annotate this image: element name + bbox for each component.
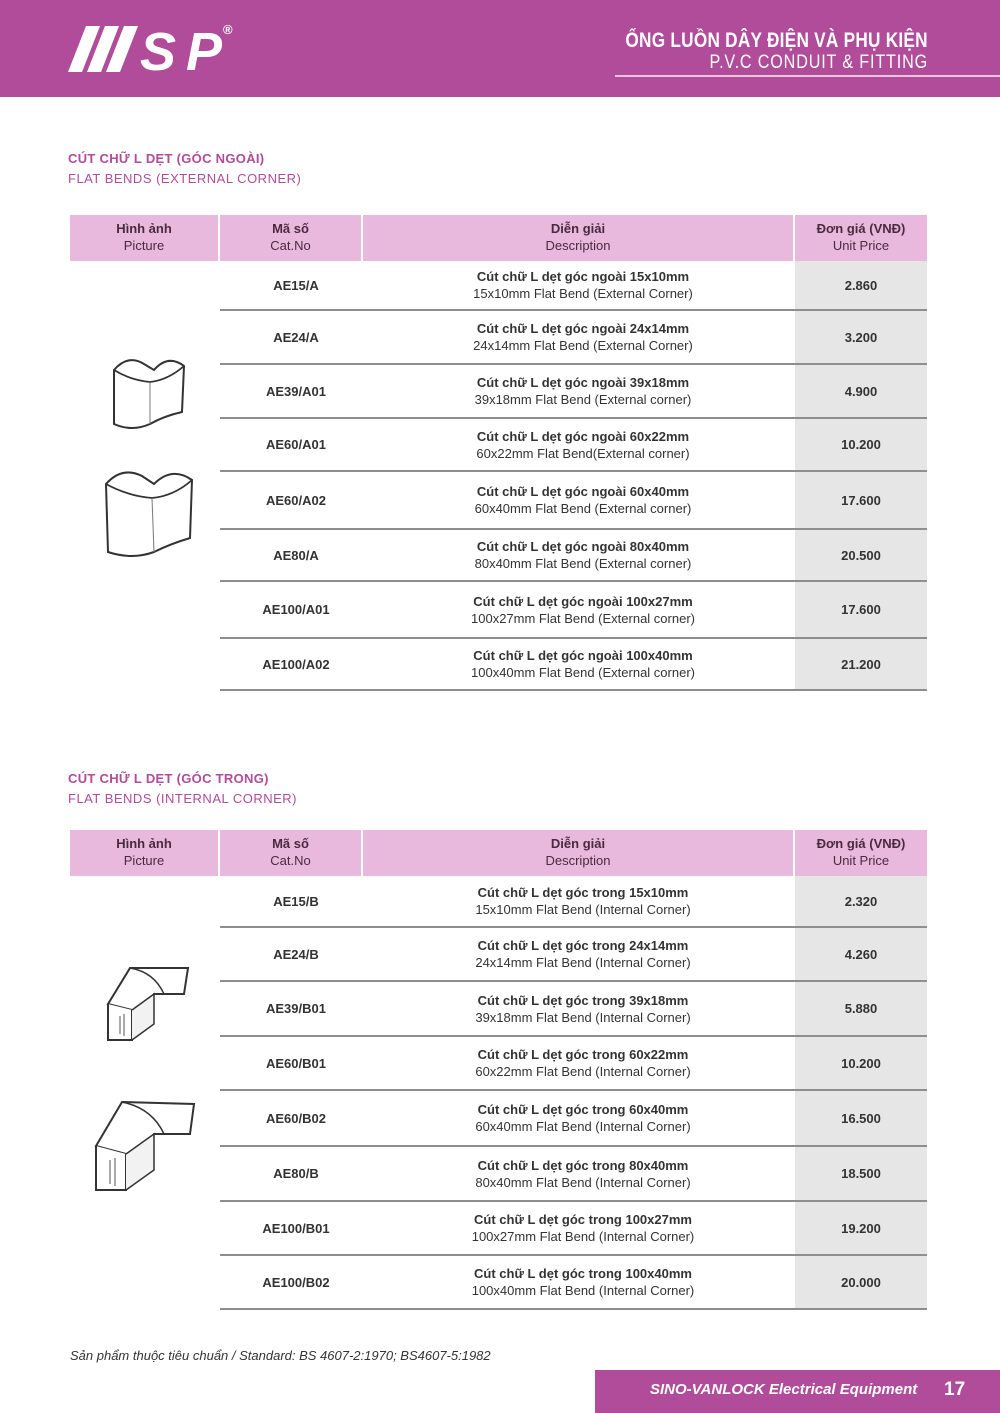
cat-no: AE15/B [273,893,319,909]
description-vn: Cút chữ L dẹt góc trong 60x40mm [477,1102,689,1117]
description-vn: Cút chữ L dẹt góc trong 100x40mm [474,1266,692,1281]
table-row [220,582,927,639]
unit-price: 2.860 [795,261,927,309]
description-en: 100x40mm Flat Bend (Internal Corner) [471,1283,695,1298]
table-header [70,215,927,261]
cat-no: AE60/B01 [266,1055,326,1071]
table-row [220,365,927,419]
sp-logo-icon [68,20,243,80]
table-row [220,419,927,472]
description-vn: Cút chữ L dẹt góc ngoài 24x14mm [476,321,690,336]
col-unit-price: Đơn giá (VNĐ) Unit Price [795,830,927,876]
internal-corner-bend-icon [104,964,192,1044]
cat-no: AE80/A [273,547,319,563]
section2-title: CÚT CHỮ L DẸT (GÓC TRONG) [68,771,269,786]
page-number: 17 [944,1379,966,1400]
description [372,1256,794,1308]
cat-no: AE24/A [273,329,319,345]
description [372,1091,794,1145]
description [372,582,794,637]
unit-price: 20.500 [795,530,927,580]
description-vn: Cút chữ L dẹt góc ngoài 100x40mm [473,648,693,663]
description-en: 80x40mm Flat Bend (External corner) [474,556,692,571]
table-row [220,982,927,1037]
description-vn: Cút chữ L dẹt góc ngoài 60x40mm [476,484,690,499]
table-row [220,639,927,691]
table-row [220,1256,927,1310]
description [372,261,794,309]
header-divider [615,75,1000,77]
unit-price: 21.200 [795,639,927,689]
cat-no: AE24/B [273,946,319,962]
cat-no: AE100/A02 [262,656,330,672]
table-row [220,311,927,365]
description-vn: Cút chữ L dẹt góc ngoài 100x27mm [473,593,693,609]
description [372,1037,794,1089]
external-corner-bend-icon [100,462,198,562]
internal-corner-bend-icon [92,1098,198,1194]
table-row [220,261,927,311]
col-picture: Hình ảnh Picture [70,215,218,261]
table-body [220,876,927,1310]
col-description: Diễn giải Description [363,215,793,261]
description-en: 80x40mm Flat Bend (Internal Corner) [475,1174,691,1190]
table-row [220,928,927,982]
unit-price: 10.200 [795,1037,927,1089]
description-en: 39x18mm Flat Bend (Internal Corner) [475,1009,691,1025]
unit-price: 3.200 [795,311,927,363]
unit-price: 17.600 [795,582,927,637]
description-en: 100x27mm Flat Bend (Internal Corner) [471,1229,695,1244]
cat-no: AE39/A01 [266,383,326,399]
unit-price: 4.260 [795,928,927,980]
table-header [70,830,927,876]
external-corner-bend-icon [104,350,190,432]
table-row [220,530,927,582]
description-en: 60x40mm Flat Bend (External corner) [474,501,692,516]
description-en: 39x18mm Flat Bend (External corner) [474,392,692,407]
cat-no: AE60/B02 [266,1110,326,1126]
section1-title: CÚT CHỮ L DẸT (GÓC NGOÀI) [68,151,265,166]
col-cat-no: Mã số Cat.No [220,830,361,876]
cat-no: AE100/A01 [262,602,330,617]
description-en: 24x14mm Flat Bend (Internal Corner) [475,955,691,970]
unit-price: 2.320 [795,876,927,926]
col-cat-no: Mã số Cat.No [220,215,361,261]
cat-no: AE39/B01 [266,1001,326,1016]
cat-no: AE80/B [273,1166,319,1181]
table-body [220,261,927,691]
unit-price: 17.600 [795,472,927,528]
description-vn: Cút chữ L dẹt góc trong 100x27mm [474,1212,692,1227]
description [372,365,794,417]
table-row [220,1147,927,1202]
table-row [220,876,927,928]
description-vn: Cút chữ L dẹt góc trong 39x18mm [477,992,689,1008]
description-en: 60x22mm Flat Bend (Internal Corner) [475,1064,691,1079]
description-en: 24x14mm Flat Bend (External Corner) [473,338,693,353]
description-vn: Cút chữ L dẹt góc ngoài 15x10mm [476,269,690,284]
description [372,472,794,528]
cat-no: AE15/A [273,277,319,293]
internal-corner-table [70,830,927,1310]
description [372,311,794,363]
description [372,419,794,470]
svg-text:SP: SP [140,22,222,80]
unit-price: 10.200 [795,419,927,470]
description-vn: Cút chữ L dẹt góc trong 24x14mm [477,938,689,953]
footer-company: SINO-VANLOCK Electrical Equipment [650,1381,918,1398]
description [372,982,794,1035]
description-vn: Cút chữ L dẹt góc ngoài 39x18mm [476,375,690,390]
col-picture: Hình ảnh Picture [70,830,218,876]
description [372,1202,794,1254]
table-row [220,1202,927,1256]
external-corner-table [70,215,927,691]
description-en: 60x22mm Flat Bend(External corner) [476,445,690,461]
col-description: Diễn giải Description [363,830,793,876]
header-title-en: P.V.C CONDUIT & FITTING [709,52,928,73]
unit-price: 4.900 [795,365,927,417]
description [372,1147,794,1200]
cat-no: AE60/A02 [266,492,326,508]
standard-note: Sản phẩm thuộc tiêu chuẩn / Standard: BS 4607-2:1970; BS4607-5:1982 [70,1348,491,1363]
description-vn: Cút chữ L dẹt góc trong 60x22mm [477,1047,689,1062]
table-row [220,1037,927,1091]
header-title-vn: ỐNG LUỒN DÂY ĐIỆN VÀ PHỤ KIỆN [625,29,928,52]
description-en: 60x40mm Flat Bend (Internal Corner) [475,1119,691,1134]
page-header [0,0,1000,97]
description-vn: Cút chữ L dẹt góc trong 80x40mm [477,1157,689,1173]
description-vn: Cút chữ L dẹt góc trong 15x10mm [477,885,689,900]
description-en: 100x27mm Flat Bend (External corner) [471,610,695,626]
description [372,928,794,980]
table-row [220,1091,927,1147]
description-en: 15x10mm Flat Bend (Internal Corner) [475,902,691,917]
description [372,876,794,926]
description-vn: Cút chữ L dẹt góc ngoài 80x40mm [476,539,690,554]
unit-price: 18.500 [795,1147,927,1200]
col-unit-price: Đơn giá (VNĐ) Unit Price [795,215,927,261]
description-en: 15x10mm Flat Bend (External Corner) [473,286,693,301]
description-en: 100x40mm Flat Bend (External corner) [471,665,695,680]
cat-no: AE60/A01 [266,437,326,452]
unit-price: 19.200 [795,1202,927,1254]
unit-price: 20.000 [795,1256,927,1308]
unit-price: 16.500 [795,1091,927,1145]
cat-no: AE100/B02 [262,1274,330,1290]
unit-price: 5.880 [795,982,927,1035]
description-vn: Cút chữ L dẹt góc ngoài 60x22mm [476,428,690,444]
description [372,639,794,689]
registered-mark: ® [223,22,233,37]
section1-subtitle: FLAT BENDS (EXTERNAL CORNER) [68,171,302,186]
table-row [220,472,927,530]
cat-no: AE100/B01 [262,1220,330,1236]
description [372,530,794,580]
section2-subtitle: FLAT BENDS (INTERNAL CORNER) [68,791,298,806]
